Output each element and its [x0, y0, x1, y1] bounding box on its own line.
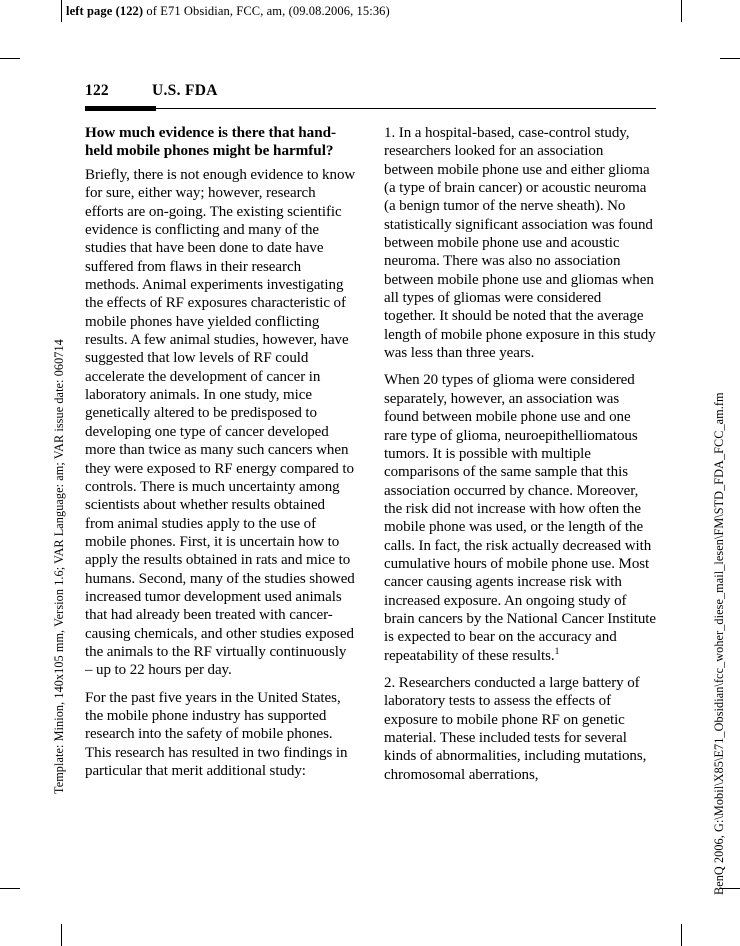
crop-mark-top-right-vertical	[681, 0, 682, 22]
production-slug-left-text: Template: Minion, 140x105 mm, Version 1.6; VAR Language: am; VAR issue date: 060714	[52, 339, 66, 794]
production-slug-right-text: BenQ 2006, G:\Mobil\X85\E71_Obsidian\fcc_woher_diese_mail_lesen\FM\STD_FDA_FCC_am.fm	[712, 392, 726, 895]
production-slug-top	[66, 4, 390, 19]
paragraph: Briefly, there is not enough evidence to know for sure, either way; however, research efforts are on-going. The existing scientific evidence is conflicting and many of the studies that have been done to date have suffered from flaws in their research methods. Animal experiments investigating the effects of RF exposures characteristic of mobile phones have yielded conflicting results. A few animal studies, however, have suggested that low levels of RF could accelerate the development of cancer in laboratory animals. In one study, mice genetically altered to be predisposed to developing one type of cancer developed more than twice as many such cancers when they were exposed to RF energy compared to controls. There is much uncertainty among scientists about whether results obtained from animal studies apply to the use of mobile phones. First, it is uncertain how to apply the results obtained in rats and mice to humans. Second, many of the studies showed increased tumor development used animals that had already been treated with cancer-causing chemicals, and other studies exposed the animals to the RF virtually continuously – up to 22 hours per day.	[85, 167, 356, 679]
column-left	[85, 124, 357, 780]
header-rule-thick	[85, 106, 156, 111]
chapter-title: U.S. FDA	[152, 82, 218, 99]
crop-mark-bottom-left-horizontal	[0, 888, 20, 889]
paragraph-text: When 20 types of glioma were considered separately, however, an association was found between mobile phone use and one rare type of glioma, neuroepithelliomatous tumors. It is possible with multiple comparisons of the same sample that this association occurred by chance. Moreover, the risk did not increase with how often the mobile phone was used, or the length of the calls. In fact, the risk actually decreased with cumulative hours of mobile phone use. Most cancer causing agents increase risk with increased exposure. An ongoing study of brain cancers by the National Cancer Institute is expected to bear on the accuracy and repeatability of these results.	[384, 372, 656, 664]
column-right	[384, 124, 656, 784]
crop-mark-bottom-left-vertical	[61, 924, 62, 946]
page-header	[85, 82, 656, 112]
production-slug-left	[52, 40, 66, 800]
section-heading: How much evidence is there that hand-held mobile phones might be harmful?	[85, 124, 336, 159]
crop-mark-top-left-horizontal	[0, 58, 20, 59]
paragraph-with-footnote	[384, 371, 656, 665]
paragraph: 2. Researchers conducted a large battery of laboratory tests to assess the effects of exposure to mobile phone RF on genetic material. These included tests for several kinds of abnormalities, including mutations, chromosomal aberrations,	[384, 674, 647, 783]
footnote-marker: 1	[554, 646, 560, 657]
paragraph: 1. In a hospital-based, case-control study, researchers looked for an association between mobile phone use and either glioma (a type of brain cancer) or acoustic neuroma (a benign tumor of the nerve sheath). No statistically significant association was found between mobile phone use and acoustic neuroma. There was also no association between mobile phone use and gliomas when all types of gliomas were considered together. It should be noted that the average length of mobile phone exposure in this study was less than three years.	[384, 125, 656, 362]
crop-mark-top-right-horizontal	[720, 58, 740, 59]
paragraph: For the past five years in the United States, the mobile phone industry has supported research into the safety of mobile phones. This research has resulted in two findings in particular that merit additional study:	[85, 689, 348, 779]
production-slug-top-rest: of E71 Obsidian, FCC, am, (09.08.2006, 15:36)	[143, 4, 390, 18]
crop-mark-bottom-right-vertical	[681, 924, 682, 946]
crop-mark-top-left-vertical	[61, 0, 62, 22]
production-slug-top-bold: left page (122)	[66, 4, 144, 18]
production-slug-right	[712, 143, 726, 903]
body-columns	[85, 124, 656, 884]
header-rule-thin	[85, 108, 656, 109]
page-number: 122	[85, 82, 109, 99]
